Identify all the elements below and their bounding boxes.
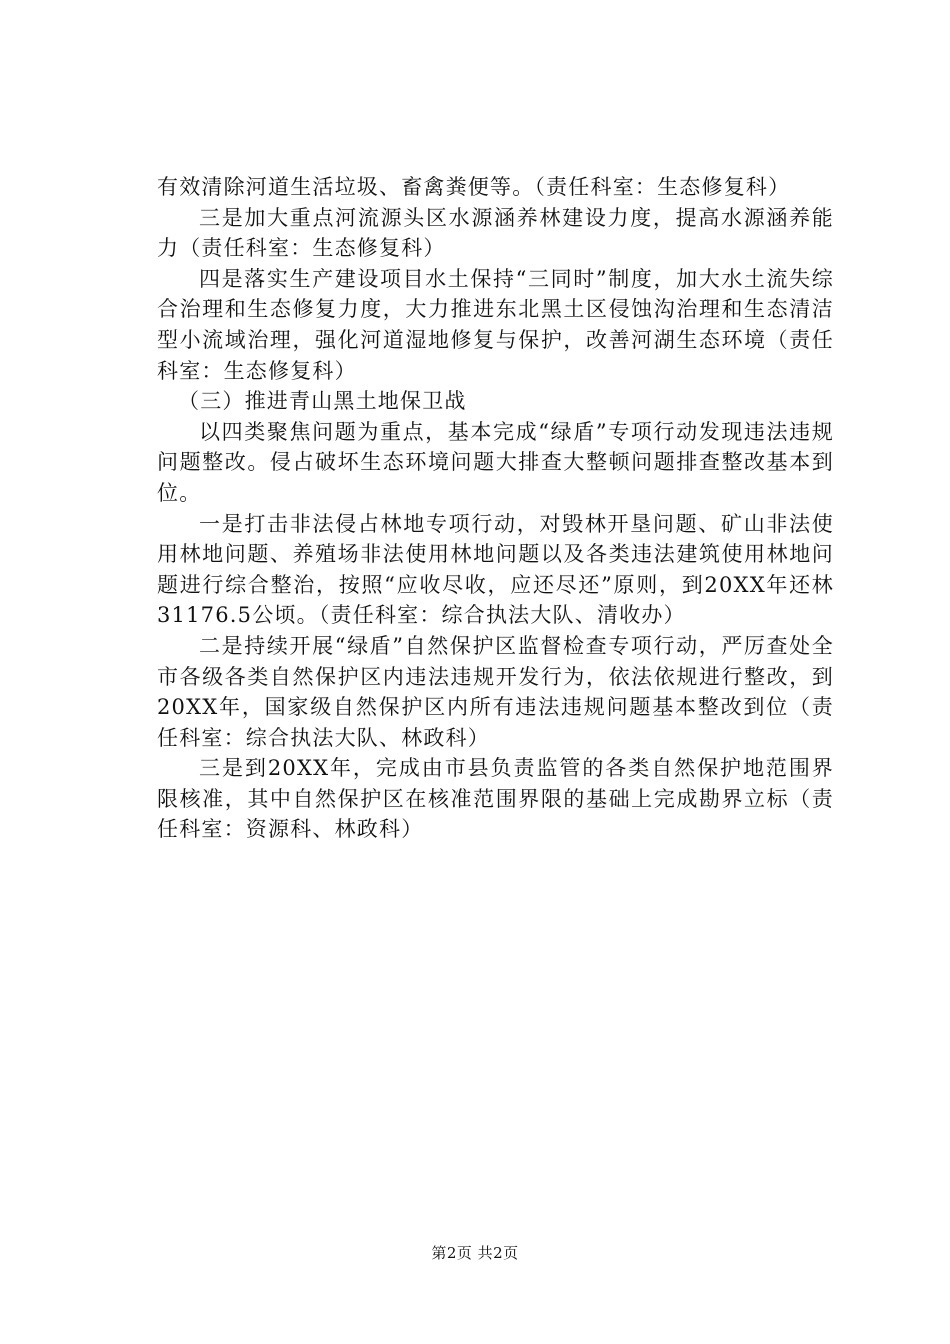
paragraph-point-one-forest: 一是打击非法侵占林地专项行动，对毁林开垦问题、矿山非法使用林地问题、养殖场非法使用林地问题以及各类违法建筑使用林地问题进行综合整治，按照“应收尽收，应还尽还”原则，到20XX年还林31176.5公顷。（责任科室：综合执法大队、清收办） [157,511,834,628]
paragraph-section-intro: 以四类聚焦问题为重点，基本完成“绿盾”专项行动发现违法违规问题整改。侵占破坏生态环境问题大排查大整顿问题排查整改基本到位。 [157,419,834,505]
paragraph-point-three-boundary: 三是到20XX年，完成由市县负责监管的各类自然保护地范围界限核准，其中自然保护区在核准范围界限的基础上完成勘界立标（责任科室：资源科、林政科） [157,756,834,842]
document-body [157,172,834,845]
paragraph-point-three-water: 三是加大重点河流源头区水源涵养林建设力度，提高水源涵养能力（责任科室：生态修复科） [157,205,834,261]
section-heading: （三）推进青山黑土地保卫战 [178,389,467,414]
paragraph-point-two-reserve: 二是持续开展“绿盾”自然保护区监督检查专项行动，严厉查处全市各级各类自然保护区内违法违规开发行为，依法依规进行整改，到20XX年，国家级自然保护区内所有违法违规问题基本整改到位（责任科室：综合执法大队、林政科） [157,633,834,750]
paragraph-point-four-soil: 四是落实生产建设项目水土保持“三同时”制度，加大水土流失综合治理和生态修复力度，大力推进东北黑土区侵蚀沟治理和生态清洁型小流域治理，强化河道湿地修复与保护，改善河湖生态环境（责任科室：生态修复科） [157,266,834,383]
page-number-footer: 第2页 共2页 [431,1244,519,1262]
paragraph-continuation: 有效清除河道生活垃圾、畜禽粪便等。（责任科室：生态修复科） [157,175,791,199]
